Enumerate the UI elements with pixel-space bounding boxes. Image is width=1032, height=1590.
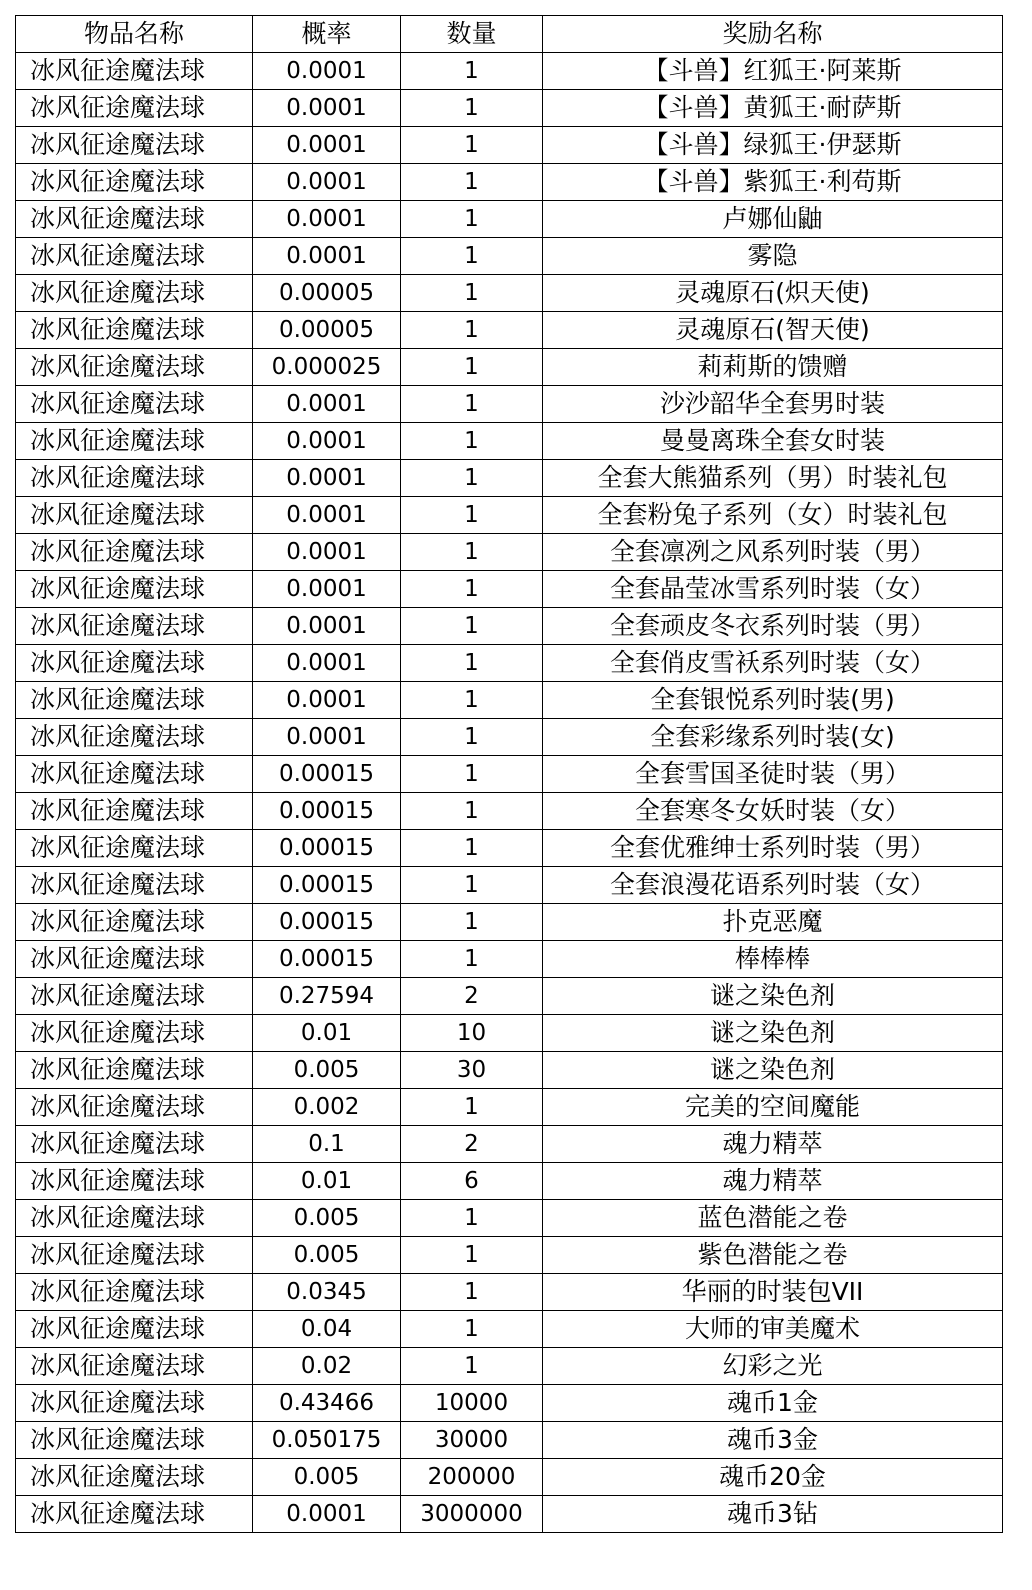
cell-reward-name: 【斗兽】紫狐王·利苟斯 (543, 164, 1003, 201)
cell-quantity: 3000000 (401, 1496, 543, 1533)
cell-item-name: 冰风征途魔法球 (16, 1126, 253, 1163)
table-row (16, 534, 1003, 571)
cell-item-name: 冰风征途魔法球 (16, 312, 253, 349)
table-row (16, 386, 1003, 423)
table-row (16, 1052, 1003, 1089)
cell-reward-name: 魂币3钻 (543, 1496, 1003, 1533)
cell-reward-name: 曼曼离珠全套女时装 (543, 423, 1003, 460)
cell-reward-name: 棒棒棒 (543, 941, 1003, 978)
cell-probability: 0.00015 (253, 867, 401, 904)
cell-item-name: 冰风征途魔法球 (16, 497, 253, 534)
cell-probability: 0.000025 (253, 349, 401, 386)
cell-probability: 0.00005 (253, 312, 401, 349)
cell-quantity: 1 (401, 1089, 543, 1126)
table-row (16, 645, 1003, 682)
cell-probability: 0.02 (253, 1348, 401, 1385)
cell-quantity: 1 (401, 534, 543, 571)
cell-item-name: 冰风征途魔法球 (16, 53, 253, 90)
table-row (16, 90, 1003, 127)
cell-quantity: 1 (401, 941, 543, 978)
cell-probability: 0.0001 (253, 127, 401, 164)
cell-item-name: 冰风征途魔法球 (16, 1089, 253, 1126)
cell-probability: 0.04 (253, 1311, 401, 1348)
header-reward-name: 奖励名称 (543, 16, 1003, 53)
table-row (16, 1015, 1003, 1052)
cell-item-name: 冰风征途魔法球 (16, 1052, 253, 1089)
table-row (16, 1126, 1003, 1163)
cell-probability: 0.1 (253, 1126, 401, 1163)
table-row (16, 978, 1003, 1015)
table-row (16, 349, 1003, 386)
cell-probability: 0.0001 (253, 201, 401, 238)
table-row (16, 867, 1003, 904)
cell-probability: 0.005 (253, 1200, 401, 1237)
cell-quantity: 10 (401, 1015, 543, 1052)
cell-item-name: 冰风征途魔法球 (16, 1311, 253, 1348)
header-row (16, 16, 1003, 53)
table-row (16, 1459, 1003, 1496)
table-row (16, 1385, 1003, 1422)
cell-reward-name: 全套雪国圣徒时装（男） (543, 756, 1003, 793)
cell-item-name: 冰风征途魔法球 (16, 793, 253, 830)
table-row (16, 127, 1003, 164)
cell-reward-name: 莉莉斯的馈赠 (543, 349, 1003, 386)
cell-reward-name: 魂力精萃 (543, 1126, 1003, 1163)
table-row (16, 1348, 1003, 1385)
cell-reward-name: 魂力精萃 (543, 1163, 1003, 1200)
table-row (16, 312, 1003, 349)
cell-item-name: 冰风征途魔法球 (16, 719, 253, 756)
table-row (16, 1274, 1003, 1311)
cell-item-name: 冰风征途魔法球 (16, 830, 253, 867)
table-row (16, 719, 1003, 756)
table-row (16, 571, 1003, 608)
table-row (16, 904, 1003, 941)
table-row (16, 460, 1003, 497)
cell-quantity: 1 (401, 386, 543, 423)
cell-reward-name: 魂币3金 (543, 1422, 1003, 1459)
cell-quantity: 1 (401, 275, 543, 312)
cell-reward-name: 蓝色潜能之卷 (543, 1200, 1003, 1237)
cell-quantity: 6 (401, 1163, 543, 1200)
cell-item-name: 冰风征途魔法球 (16, 1200, 253, 1237)
cell-probability: 0.00015 (253, 830, 401, 867)
cell-quantity: 1 (401, 1348, 543, 1385)
cell-reward-name: 紫色潜能之卷 (543, 1237, 1003, 1274)
cell-reward-name: 扑克恶魔 (543, 904, 1003, 941)
table-row (16, 1496, 1003, 1533)
cell-reward-name: 全套寒冬女妖时装（女） (543, 793, 1003, 830)
cell-item-name: 冰风征途魔法球 (16, 904, 253, 941)
cell-item-name: 冰风征途魔法球 (16, 238, 253, 275)
cell-reward-name: 灵魂原石(智天使) (543, 312, 1003, 349)
cell-quantity: 1 (401, 719, 543, 756)
cell-quantity: 1 (401, 867, 543, 904)
cell-probability: 0.0001 (253, 460, 401, 497)
cell-probability: 0.0001 (253, 497, 401, 534)
table-row (16, 201, 1003, 238)
cell-probability: 0.00005 (253, 275, 401, 312)
cell-quantity: 30 (401, 1052, 543, 1089)
table-row (16, 423, 1003, 460)
cell-item-name: 冰风征途魔法球 (16, 1385, 253, 1422)
table-row (16, 275, 1003, 312)
cell-item-name: 冰风征途魔法球 (16, 423, 253, 460)
cell-reward-name: 全套大熊猫系列（男）时装礼包 (543, 460, 1003, 497)
cell-quantity: 1 (401, 1200, 543, 1237)
table-body (16, 53, 1003, 1533)
cell-item-name: 冰风征途魔法球 (16, 127, 253, 164)
cell-reward-name: 全套银悦系列时装(男) (543, 682, 1003, 719)
cell-probability: 0.0001 (253, 645, 401, 682)
cell-probability: 0.01 (253, 1163, 401, 1200)
cell-probability: 0.43466 (253, 1385, 401, 1422)
cell-quantity: 1 (401, 201, 543, 238)
cell-probability: 0.0001 (253, 571, 401, 608)
cell-reward-name: 卢娜仙鼬 (543, 201, 1003, 238)
table-header (16, 16, 1003, 53)
cell-quantity: 1 (401, 571, 543, 608)
cell-reward-name: 全套俏皮雪袄系列时装（女） (543, 645, 1003, 682)
cell-item-name: 冰风征途魔法球 (16, 941, 253, 978)
cell-quantity: 1 (401, 90, 543, 127)
cell-item-name: 冰风征途魔法球 (16, 460, 253, 497)
cell-item-name: 冰风征途魔法球 (16, 275, 253, 312)
cell-quantity: 2 (401, 978, 543, 1015)
cell-item-name: 冰风征途魔法球 (16, 90, 253, 127)
cell-item-name: 冰风征途魔法球 (16, 386, 253, 423)
cell-reward-name: 全套顽皮冬衣系列时装（男） (543, 608, 1003, 645)
cell-quantity: 10000 (401, 1385, 543, 1422)
cell-reward-name: 全套彩缘系列时装(女) (543, 719, 1003, 756)
table-row (16, 164, 1003, 201)
table-row (16, 830, 1003, 867)
cell-quantity: 1 (401, 608, 543, 645)
cell-probability: 0.0345 (253, 1274, 401, 1311)
cell-reward-name: 谜之染色剂 (543, 1015, 1003, 1052)
cell-reward-name: 灵魂原石(炽天使) (543, 275, 1003, 312)
cell-probability: 0.0001 (253, 608, 401, 645)
cell-item-name: 冰风征途魔法球 (16, 1422, 253, 1459)
cell-reward-name: 华丽的时装包VII (543, 1274, 1003, 1311)
cell-quantity: 1 (401, 312, 543, 349)
table-row (16, 608, 1003, 645)
cell-reward-name: 魂币1金 (543, 1385, 1003, 1422)
cell-item-name: 冰风征途魔法球 (16, 645, 253, 682)
cell-probability: 0.0001 (253, 1496, 401, 1533)
table-row (16, 1237, 1003, 1274)
table-row (16, 1163, 1003, 1200)
cell-reward-name: 幻彩之光 (543, 1348, 1003, 1385)
table-row (16, 53, 1003, 90)
cell-probability: 0.0001 (253, 423, 401, 460)
cell-quantity: 1 (401, 830, 543, 867)
cell-quantity: 1 (401, 645, 543, 682)
cell-probability: 0.0001 (253, 534, 401, 571)
cell-quantity: 1 (401, 349, 543, 386)
cell-quantity: 1 (401, 423, 543, 460)
cell-item-name: 冰风征途魔法球 (16, 756, 253, 793)
cell-quantity: 1 (401, 1274, 543, 1311)
cell-probability: 0.27594 (253, 978, 401, 1015)
cell-reward-name: 全套晶莹冰雪系列时装（女） (543, 571, 1003, 608)
cell-item-name: 冰风征途魔法球 (16, 201, 253, 238)
cell-reward-name: 【斗兽】黄狐王·耐萨斯 (543, 90, 1003, 127)
cell-item-name: 冰风征途魔法球 (16, 1015, 253, 1052)
cell-item-name: 冰风征途魔法球 (16, 1348, 253, 1385)
cell-probability: 0.005 (253, 1052, 401, 1089)
cell-probability: 0.0001 (253, 238, 401, 275)
cell-probability: 0.0001 (253, 386, 401, 423)
header-quantity: 数量 (401, 16, 543, 53)
cell-reward-name: 全套凛冽之风系列时装（男） (543, 534, 1003, 571)
drop-rate-table (15, 15, 1003, 1533)
cell-quantity: 1 (401, 53, 543, 90)
cell-reward-name: 全套粉兔子系列（女）时装礼包 (543, 497, 1003, 534)
cell-item-name: 冰风征途魔法球 (16, 682, 253, 719)
cell-quantity: 1 (401, 164, 543, 201)
cell-item-name: 冰风征途魔法球 (16, 349, 253, 386)
cell-probability: 0.01 (253, 1015, 401, 1052)
cell-reward-name: 全套浪漫花语系列时装（女） (543, 867, 1003, 904)
cell-quantity: 1 (401, 1311, 543, 1348)
table-row (16, 1422, 1003, 1459)
table-row (16, 756, 1003, 793)
cell-reward-name: 【斗兽】红狐王·阿莱斯 (543, 53, 1003, 90)
header-probability: 概率 (253, 16, 401, 53)
cell-quantity: 1 (401, 682, 543, 719)
header-item-name: 物品名称 (16, 16, 253, 53)
table-row (16, 793, 1003, 830)
table-row (16, 1200, 1003, 1237)
cell-item-name: 冰风征途魔法球 (16, 867, 253, 904)
cell-item-name: 冰风征途魔法球 (16, 1496, 253, 1533)
cell-probability: 0.0001 (253, 53, 401, 90)
cell-probability: 0.005 (253, 1237, 401, 1274)
cell-quantity: 1 (401, 793, 543, 830)
cell-item-name: 冰风征途魔法球 (16, 978, 253, 1015)
cell-quantity: 200000 (401, 1459, 543, 1496)
cell-probability: 0.0001 (253, 164, 401, 201)
cell-item-name: 冰风征途魔法球 (16, 1459, 253, 1496)
cell-quantity: 1 (401, 238, 543, 275)
cell-quantity: 30000 (401, 1422, 543, 1459)
cell-item-name: 冰风征途魔法球 (16, 1237, 253, 1274)
cell-item-name: 冰风征途魔法球 (16, 571, 253, 608)
table-row (16, 682, 1003, 719)
cell-probability: 0.00015 (253, 941, 401, 978)
cell-item-name: 冰风征途魔法球 (16, 1163, 253, 1200)
cell-reward-name: 全套优雅绅士系列时装（男） (543, 830, 1003, 867)
cell-item-name: 冰风征途魔法球 (16, 534, 253, 571)
cell-reward-name: 谜之染色剂 (543, 1052, 1003, 1089)
cell-reward-name: 【斗兽】绿狐王·伊瑟斯 (543, 127, 1003, 164)
cell-probability: 0.050175 (253, 1422, 401, 1459)
cell-quantity: 1 (401, 1237, 543, 1274)
cell-quantity: 2 (401, 1126, 543, 1163)
cell-reward-name: 谜之染色剂 (543, 978, 1003, 1015)
cell-quantity: 1 (401, 460, 543, 497)
cell-probability: 0.00015 (253, 756, 401, 793)
cell-quantity: 1 (401, 127, 543, 164)
cell-probability: 0.0001 (253, 682, 401, 719)
cell-probability: 0.002 (253, 1089, 401, 1126)
cell-reward-name: 大师的审美魔术 (543, 1311, 1003, 1348)
cell-probability: 0.00015 (253, 793, 401, 830)
cell-item-name: 冰风征途魔法球 (16, 164, 253, 201)
cell-item-name: 冰风征途魔法球 (16, 1274, 253, 1311)
table-row (16, 238, 1003, 275)
cell-probability: 0.0001 (253, 719, 401, 756)
cell-probability: 0.0001 (253, 90, 401, 127)
table-row (16, 497, 1003, 534)
cell-quantity: 1 (401, 904, 543, 941)
table-row (16, 1089, 1003, 1126)
cell-probability: 0.00015 (253, 904, 401, 941)
cell-item-name: 冰风征途魔法球 (16, 608, 253, 645)
cell-probability: 0.005 (253, 1459, 401, 1496)
cell-quantity: 1 (401, 497, 543, 534)
cell-reward-name: 雾隐 (543, 238, 1003, 275)
cell-reward-name: 魂币20金 (543, 1459, 1003, 1496)
cell-reward-name: 沙沙韶华全套男时装 (543, 386, 1003, 423)
table-row (16, 941, 1003, 978)
cell-reward-name: 完美的空间魔能 (543, 1089, 1003, 1126)
cell-quantity: 1 (401, 756, 543, 793)
table-row (16, 1311, 1003, 1348)
